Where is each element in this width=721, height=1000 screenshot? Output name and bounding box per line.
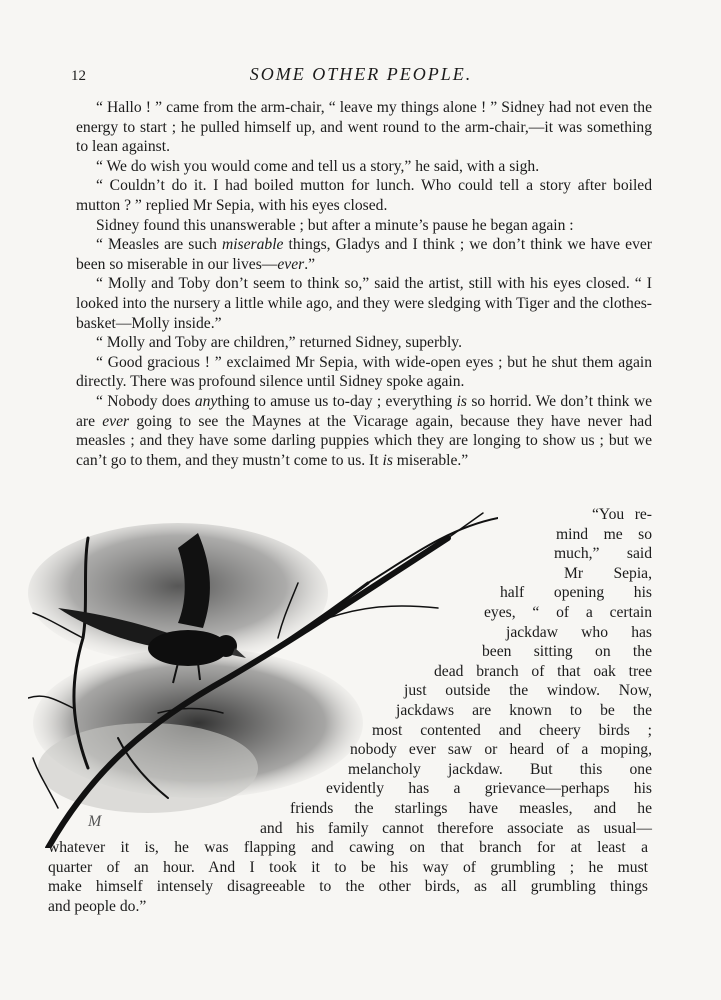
- paragraph: “ We do wish you would come and tell us a story,” he said, with a sigh.: [96, 157, 540, 175]
- wrapped-line: jackdaw who has: [506, 623, 652, 641]
- page-number: 12: [71, 68, 86, 84]
- body-text: [76, 98, 652, 470]
- wrapped-line: half opening his: [500, 584, 652, 602]
- paragraph: “ Hallo ! ” came from the arm-chair, “ leave my things alone ! ” Sidney had not even the energy to start ; he pulled himself up, and went round to the arm-chair,—it was something to lean against.: [76, 99, 652, 156]
- artist-signature: M: [88, 813, 102, 830]
- wrapped-line: and people do.”: [48, 898, 147, 915]
- paragraph: “ Good gracious ! ” exclaimed Mr Sepia, with wide-open eyes ; but he shut them again directly. There was profound silence until Sidney spoke again.: [76, 353, 652, 391]
- paragraph: “ Molly and Toby don’t seem to think so,” said the artist, still with his eyes closed. “ I looked into the nursery a little while ago, and they were sledging with Tiger and the clothes-basket—Molly inside.”: [76, 275, 652, 332]
- wrapped-line: been sitting on the: [482, 643, 652, 661]
- paragraph: “ Nobody does anything to amuse us to-day ; everything is so horrid. We don’t think we are ever going to see the Maynes at the Vicarage again, because they have never had measles ; and they have some darling puppies which they are longing to show us ; but we can’t go to them, and they mustn’t come to us. It is miserable.”: [76, 392, 652, 469]
- paragraph: “ Measles are such miserable things, Gladys and I think ; we don’t think we have ever been so miserable in our lives—ever.”: [76, 236, 652, 273]
- wrapped-line: evidently has a grievance—perhaps his: [326, 780, 652, 798]
- wrapped-line: Mr Sepia,: [564, 564, 652, 582]
- wrapped-line: melancholy jackdaw. But this one: [348, 760, 652, 778]
- wrapped-line: “You re-: [592, 506, 652, 523]
- wrapped-line: just outside the window. Now,: [404, 682, 652, 700]
- wrapped-line: most contented and cheery birds ;: [372, 721, 652, 739]
- wrapped-line: jackdaws are known to be the: [396, 702, 652, 719]
- paragraph: Sidney found this unanswerable ; but after a minute’s pause he began again :: [96, 216, 574, 234]
- wrapped-line: nobody ever saw or heard of a moping,: [350, 741, 652, 759]
- wrapped-line: dead branch of that oak tree: [434, 662, 652, 680]
- wrapped-line: and his family cannot therefore associate as usual—: [260, 819, 652, 837]
- wrapped-line: eyes, “ of a certain: [484, 604, 652, 621]
- paragraph: “ Couldn’t do it. I had boiled mutton for lunch. Who could tell a story after boiled mutton ? ” replied Mr Sepia, with his eyes closed.: [76, 177, 652, 214]
- wrapped-line: much,” said: [554, 545, 652, 563]
- page-header: [71, 64, 651, 88]
- paragraph: “ Molly and Toby are children,” returned Sidney, superbly.: [96, 334, 462, 352]
- running-head: SOME OTHER PEOPLE.: [249, 64, 473, 84]
- wrapped-line: friends the starlings have measles, and he: [290, 800, 652, 817]
- wrapped-text: [40, 505, 652, 915]
- wrapped-line: make himself intensely disagreeable to the other birds, as all grumbling things: [48, 878, 648, 896]
- wrapped-line: mind me so: [556, 525, 652, 543]
- wrapped-line: quarter of an hour. And I took it to be his way of grumbling ; he must: [48, 858, 648, 876]
- wrapped-line: whatever it is, he was flapping and cawing on that branch for at least a: [48, 839, 648, 857]
